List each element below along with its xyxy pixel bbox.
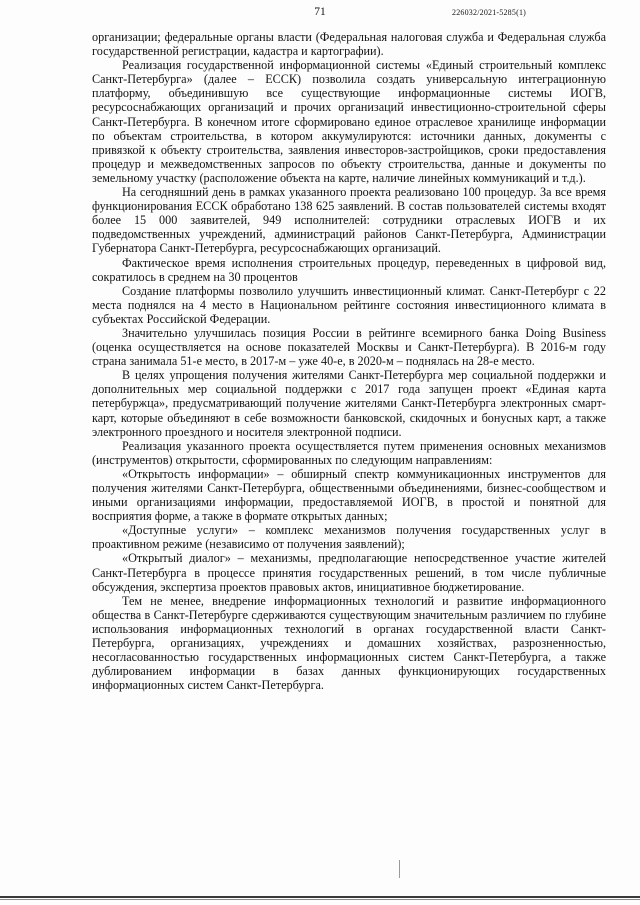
paragraph-8: Реализация указанного проекта осуществляется путем применения основных механизмов (инструментов) открытости, сформированных по следующим направлениям: xyxy=(92,438,606,467)
paragraph-7: В целях упрощения получения жителями Санкт-Петербурга мер социальной поддержки и дополнительных мер социальной поддержки с 2017 года запущен проект «Единая карта петербуржца», предусматривающий получение жителями Санкт-Петербурга электронных смарт-карт, которые объединяют в себе возможности банковской, скидочных и бонусных карт, а также электронного проездного и носителя электронной подписи. xyxy=(92,368,606,439)
paragraph-4: Фактическое время исполнения строительных процедур, переведенных в цифровой вид, сократилось в среднем на 30 процентов xyxy=(92,255,606,284)
scan-mark xyxy=(399,860,400,878)
paragraph-9: «Открытость информации» – обширный спектр коммуникационных инструментов для получения жителями Санкт-Петербурга, общественными объединениями, бизнес-сообществом и иными организациями информации, предоставляемой ИОГВ, в простой и понятной для восприятия форме, а также в формате открытых данных; xyxy=(92,466,606,524)
paragraph-10: «Доступные услуги» – комплекс механизмов получения государственных услуг в проактивном режиме (независимо от получения заявлений); xyxy=(92,523,606,552)
paragraph-6: Значительно улучшилась позиция России в рейтинге всемирного банка Doing Business (оценка осуществляется на основе показателей Москвы и Санкт-Петербурга). В 2016-м году страна занимала 51-е место, в 2017-м – уже 40-е, в 2020-м – поднялась на 28-е место. xyxy=(92,325,606,369)
paragraph-12: Тем не менее, внедрение информационных технологий и развитие информационного общества в Санкт-Петербурге сдерживаются существующим значительным различием по глубине использования информационных технологий в органах государственной власти Санкт-Петербурга, организациях, учреждениях и домашних хозяйствах, разрозненностью, несогласованностью государственных информационных систем Санкт-Петербурга, а также дублированием информации в базах данных функционирующих государственных информационных систем Санкт-Петербурга. xyxy=(92,593,606,693)
paragraph-2: Реализация государственной информационной системы «Единый строительный комплекс Санкт-Петербурга» (далее – ЕССК) позволила создать универсальную интеграционную платформу, объединившую все существующие информационные системы ИОГВ, ресурсоснабжающих организаций и прочих организаций инвестиционно-строительной сферы Санкт-Петербурга. В конечном итоге сформировано единое отраслевое хранилище информации по объектам строительства, в котором аккумулируются: источники данных, документы с привязкой к объекту строительства, заявления инвесторов-застройщиков, сроки предоставления процедур и межведомственных запросов по объекту строительства, данные и документы по земельному участку (расположение объекта на карте, наличие линейных коммуникаций и т.д.). xyxy=(92,58,606,185)
paragraph-5: Создание платформы позволило улучшить инвестиционный климат. Санкт-Петербург с 22 места поднялся на 4 место в Национальном рейтинге состояния инвестиционного климата в субъектах Российской Федерации. xyxy=(92,283,606,326)
scan-bottom-edge-shadow xyxy=(0,899,640,900)
paragraph-11: «Открытый диалог» – механизмы, предполагающие непосредственное участие жителей Санкт-Петербурга в процессе принятия государственных решений, в том числе публичные обсуждения, экспертиза проектов правовых актов, инициативное бюджетирование. xyxy=(92,551,606,594)
scan-bottom-edge xyxy=(0,896,640,898)
body-text xyxy=(92,30,606,692)
document-id: 226032/2021-5285(1) xyxy=(452,8,527,17)
page-number: 71 xyxy=(314,6,326,18)
paragraph-3: На сегодняшний день в рамках указанного проекта реализовано 100 процедур. За все время функционирования ЕССК обработано 138 625 заявлений. В состав пользователей системы входят более 15 000 заявителей, 949 исполнителей: сотрудники отраслевых ИОГВ и их подведомственных учреждений, администраций районов Санкт-Петербурга, Администрации Губернатора Санкт-Петербурга, ресурсоснабжающих организаций. xyxy=(92,185,606,256)
paragraph-1: организации; федеральные органы власти (Федеральная налоговая служба и Федеральная служба государственной регистрации, кадастра и картографии). xyxy=(92,30,606,59)
